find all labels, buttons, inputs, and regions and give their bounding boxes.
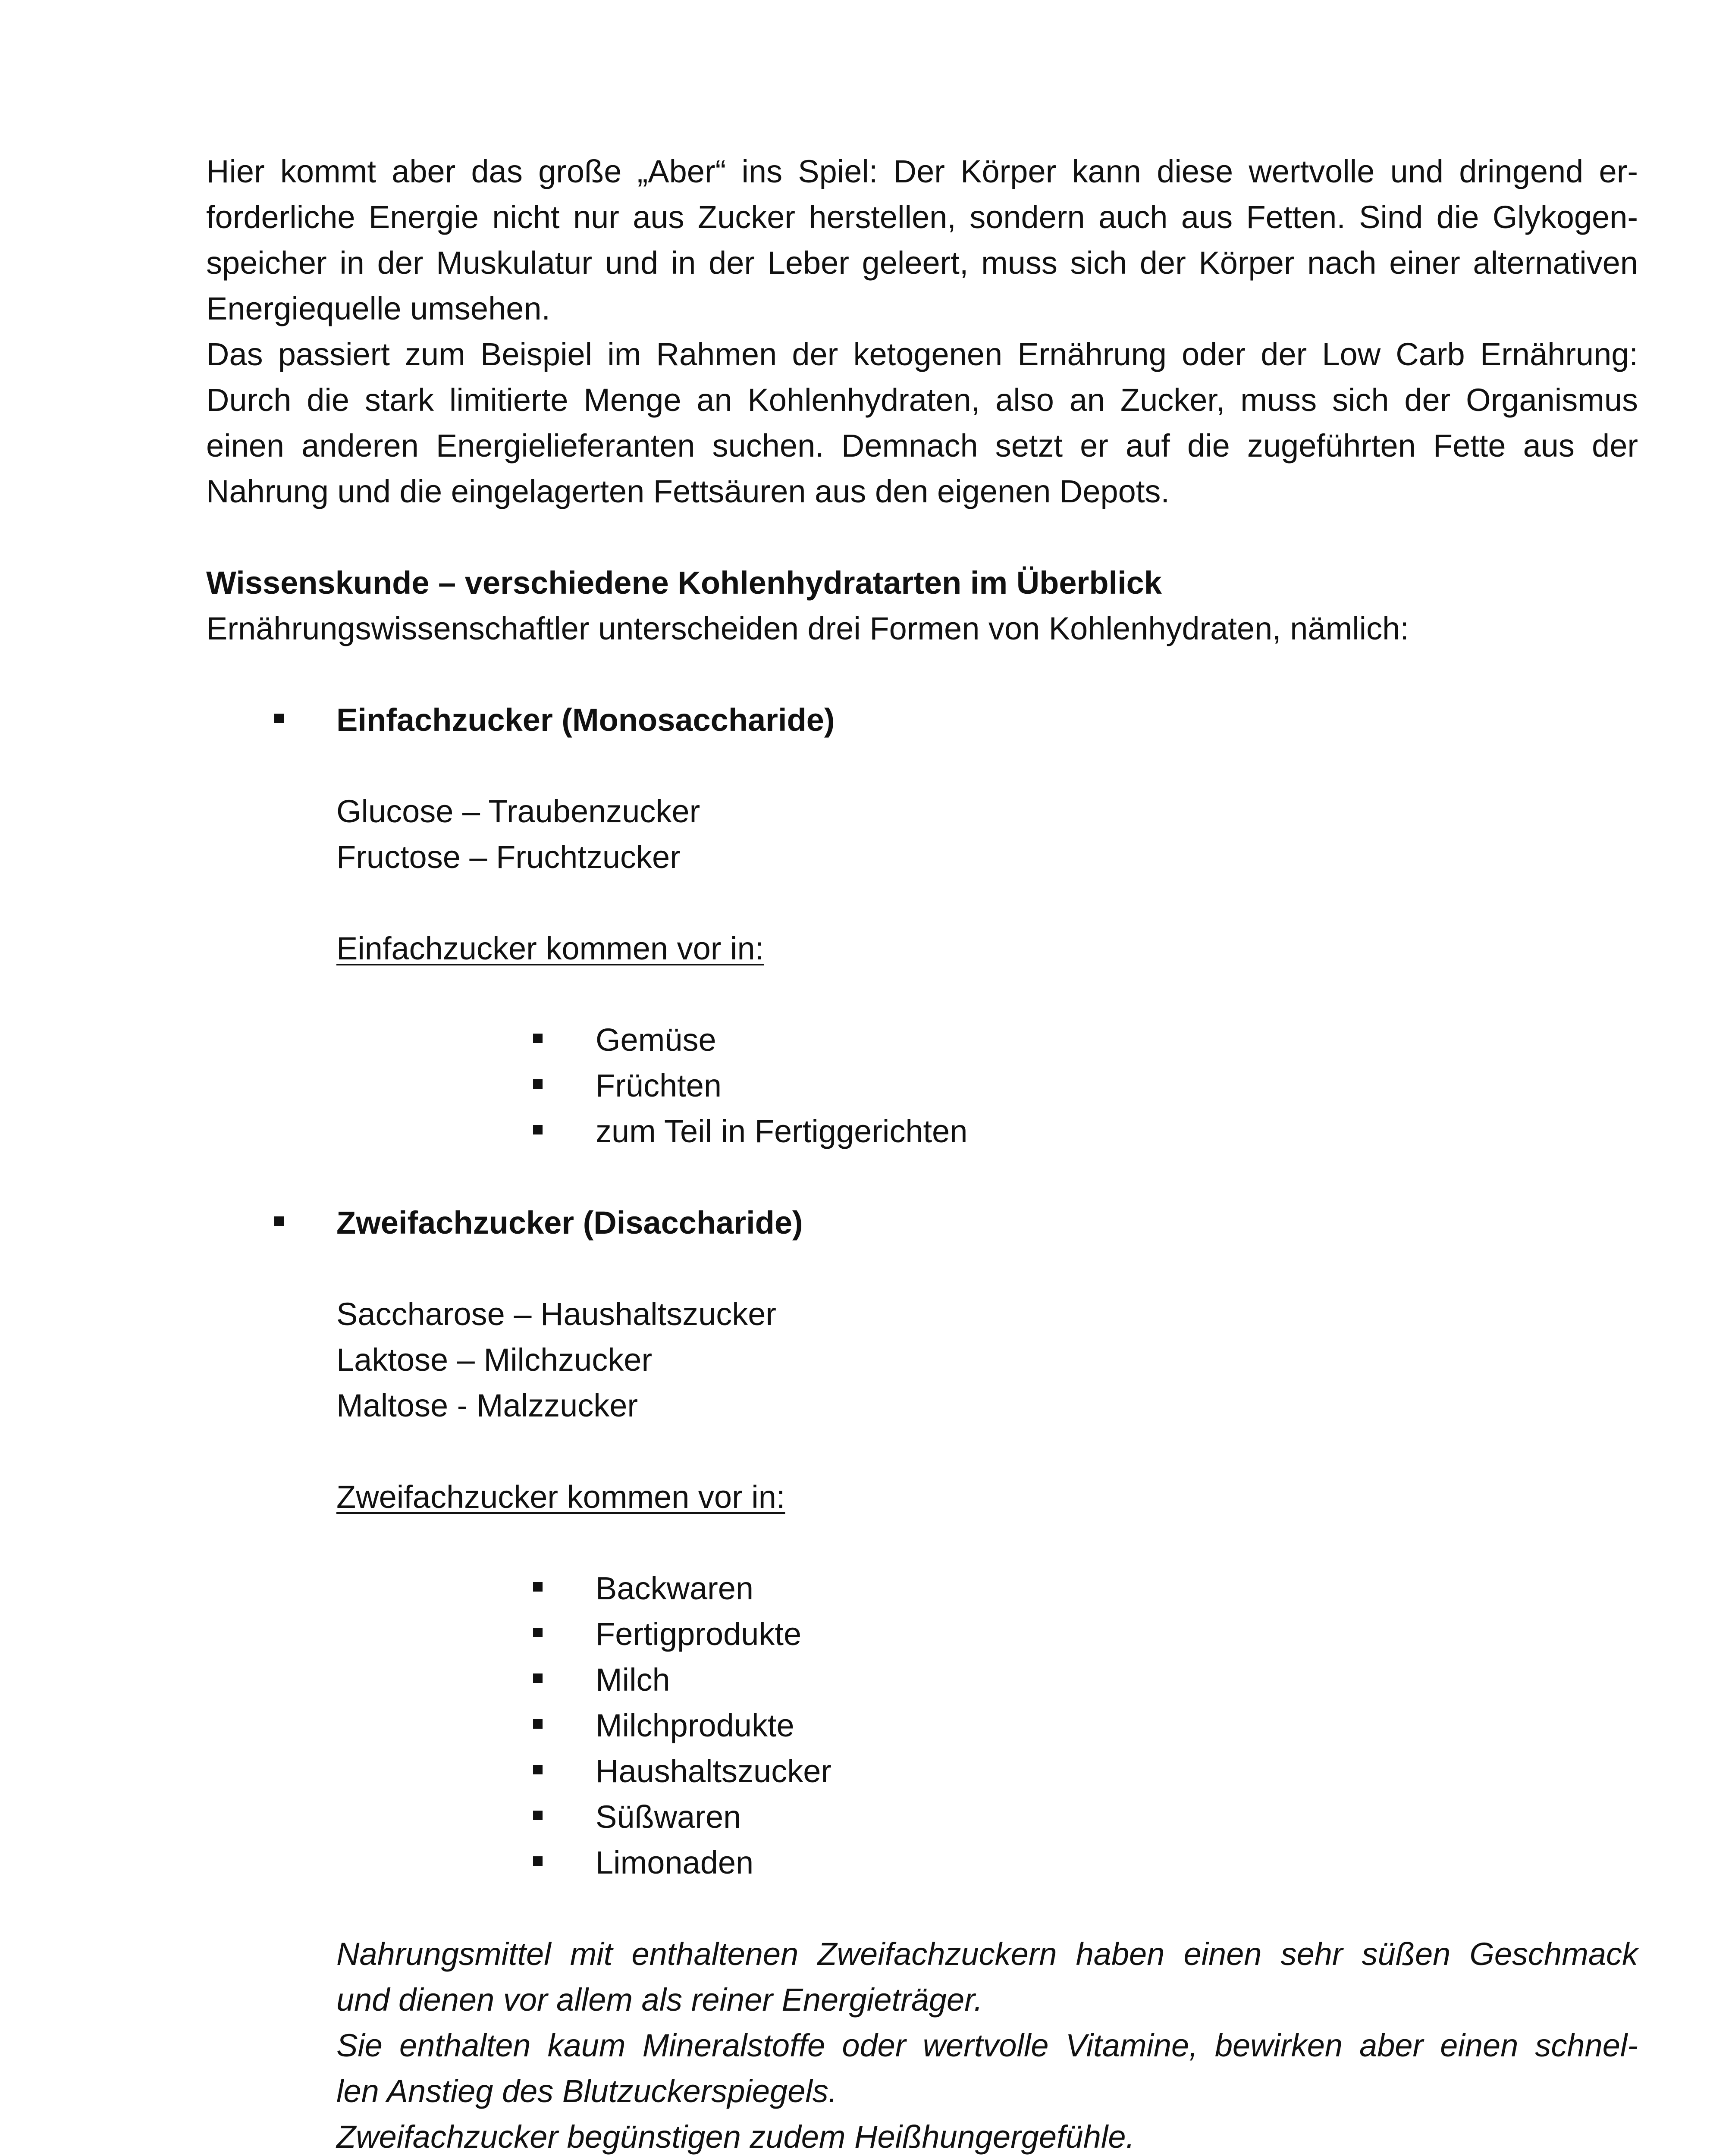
disaccharide-note [206,1931,1638,2156]
note-line: Zweifachzucker begünstigen zudem Heißhungergefühle. [336,2119,1135,2155]
list-item [206,1566,1638,1611]
list-item [206,1657,1638,1703]
note-line: und dienen vor allem als reiner Energieträger. [336,1982,983,2018]
list-item-text: Milchprodukte [596,1708,794,1743]
note-line: Sie enthalten kaum Mineralstoffe oder wertvolle Vitamine, bewirken aber einen schnel- [336,2028,1638,2063]
list-item-text: Süßwaren [596,1799,741,1835]
square-bullet-icon [274,1216,284,1226]
carb-type-title-text: Einfachzucker (Monosaccharide) [336,702,835,738]
example-item: Saccharose – Haushaltszucker [336,1296,777,1332]
carb-type-title [206,697,1638,743]
square-bullet-icon [533,1673,543,1683]
occurs-in-list [206,1566,1638,1886]
occurs-in-label: Zweifachzucker kommen vor in: [336,1479,785,1515]
list-item [206,1063,1638,1109]
occurs-in-list [206,1017,1638,1154]
example-item: Maltose - Malzzucker [336,1388,638,1423]
intro-line: Nahrung und die eingelagerten Fettsäuren aus den eigenen Depots. [206,473,1170,509]
square-bullet-icon [533,1079,543,1089]
list-item-text: Milch [596,1662,670,1698]
example-item: Glucose – Traubenzucker [336,793,700,829]
intro-line: Das passiert zum Beispiel im Rahmen der ketogenen Ernährung oder der Low Carb Ernährung: [206,336,1638,372]
square-bullet-icon [533,1719,543,1729]
note-line: len Anstieg des Blutzuckerspiegels. [336,2073,838,2109]
carb-type-title-text: Zweifachzucker (Disaccharide) [336,1205,803,1241]
list-item-text: Backwaren [596,1570,754,1606]
list-item-text: Fertigprodukte [596,1616,802,1652]
square-bullet-icon [533,1856,543,1866]
section-intro: Ernährungswissenschaftler unterscheiden drei Formen von Kohlenhydraten, nämlich: [206,611,1409,646]
list-item [206,1017,1638,1063]
list-item [206,1611,1638,1657]
carb-type-monosaccharides [206,697,1638,1154]
square-bullet-icon [274,714,284,723]
intro-line: speicher in der Muskulatur und in der Leber geleert, muss sich der Körper nach einer alternativen [206,245,1638,281]
list-item [206,1749,1638,1794]
square-bullet-icon [533,1125,543,1134]
intro-paragraph [206,149,1638,514]
list-item-text: Haushaltszucker [596,1753,832,1789]
example-item: Laktose – Milchzucker [336,1342,653,1378]
note-line: Nahrungsmittel mit enthaltenen Zweifachzuckern haben einen sehr süßen Geschmack [336,1936,1638,1972]
example-item: Fructose – Fruchtzucker [336,839,681,875]
square-bullet-icon [533,1765,543,1774]
list-item [206,1794,1638,1840]
intro-line: Energiequelle umsehen. [206,291,551,326]
square-bullet-icon [533,1582,543,1592]
carb-type-disaccharides [206,1200,1638,2156]
carb-type-examples [206,789,1638,880]
intro-line: Durch die stark limitierte Menge an Kohlenhydraten, also an Zucker, muss sich der Organismus [206,382,1638,418]
carb-type-examples [206,1291,1638,1429]
list-item [206,1703,1638,1749]
intro-line: forderliche Energie nicht nur aus Zucker herstellen, sondern auch aus Fetten. Sind die Glykogen- [206,199,1638,235]
square-bullet-icon [533,1034,543,1043]
list-item-text: Früchten [596,1068,722,1103]
square-bullet-icon [533,1628,543,1637]
section-heading: Wissenskunde – verschiedene Kohlenhydratarten im Überblick [206,565,1162,601]
list-item-text: zum Teil in Fertiggerichten [596,1113,968,1149]
intro-line: einen anderen Energielieferanten suchen. Demnach setzt er auf die zugeführten Fette aus der [206,428,1638,464]
occurs-in-label: Einfachzucker kommen vor in: [336,931,764,966]
list-item-text: Limonaden [596,1845,754,1880]
list-item [206,1840,1638,1886]
intro-line: Hier kommt aber das große „Aber“ ins Spiel: Der Körper kann diese wertvolle und dringend er- [206,154,1638,189]
list-item [206,1109,1638,1154]
square-bullet-icon [533,1811,543,1820]
carb-type-title [206,1200,1638,1246]
list-item-text: Gemüse [596,1022,716,1058]
page-content [206,149,1638,2156]
